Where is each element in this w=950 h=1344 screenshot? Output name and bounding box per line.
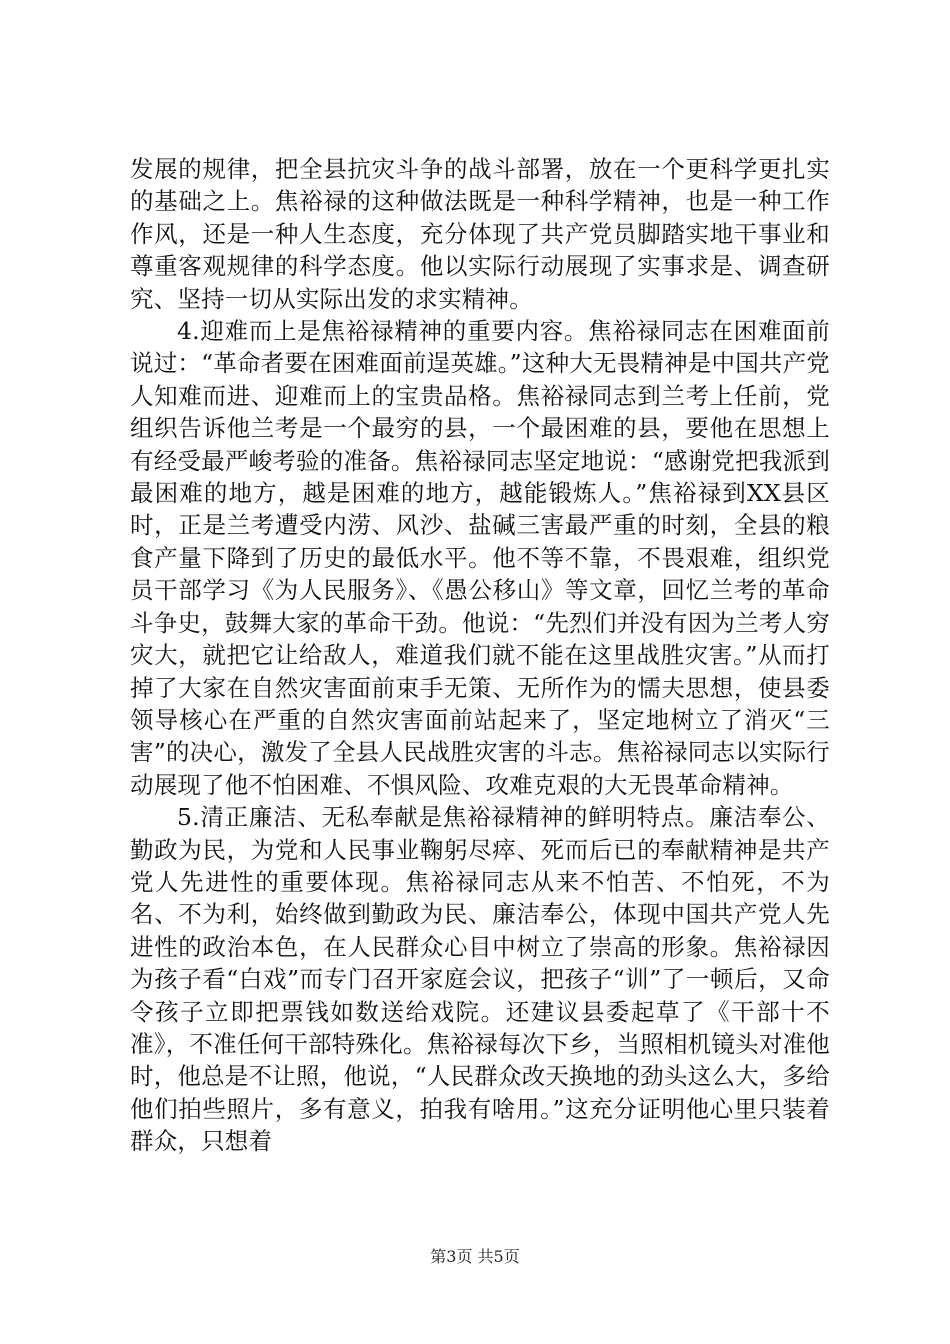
page-number-footer: 第3页 共5页 bbox=[430, 1247, 520, 1266]
paragraph-2: 4.迎难而上是焦裕禄精神的重要内容。焦裕禄同志在困难面前说过：“革命者要在困难面前逞英雄。”这种大无畏精神是中国共产党人知难而进、迎难而上的宝贵品格。焦裕禄同志到兰考上任前，党组织告诉他兰考是一个最穷的县，一个最困难的县，要他在思想上有经受最严峻考验的准备。焦裕禄同志坚定地说：“感谢党把我派到最困难的地方，越是困难的地方，越能锻炼人。”焦裕禄到XX县区时，正是兰考遭受内涝、风沙、盐碱三害最严重的时刻，全县的粮食产量下降到了历史的最低水平。他不等不靠，不畏艰难，组织党员干部学习《为人民服务》、《愚公移山》等文章，回忆兰考的革命斗争史，鼓舞大家的革命干劲。他说：“先烈们并没有因为兰考人穷灾大，就把它让给敌人，难道我们就不能在这里战胜灾害。”从而打掉了大家在自然灾害面前束手无策、无所作为的懦夫思想，使县委领导核心在严重的自然灾害面前站起来了，坚定地树立了消灭“三害”的决心，激发了全县人民战胜灾害的斗志。焦裕禄同志以实际行动展现了他不怕困难、不惧风险、攻难克艰的大无畏革命精神。 bbox=[130, 317, 830, 799]
paragraph-1: 发展的规律，把全县抗灾斗争的战斗部署，放在一个更科学更扎实的基础之上。焦裕禄的这种做法既是一种科学精神，也是一种工作作风，还是一种人生态度，充分体现了共产党员脚踏实地干事业和尊重客观规律的科学态度。他以实际行动展现了实事求是、调查研究、坚持一切从实际出发的求实精神。 bbox=[130, 155, 830, 313]
paragraph-3: 5.清正廉洁、无私奉献是焦裕禄精神的鲜明特点。廉洁奉公、勤政为民，为党和人民事业鞠躬尽瘁、死而后已的奉献精神是共产党人先进性的重要体现。焦裕禄同志从来不怕苦、不怕死，不为名、不为利，始终做到勤政为民、廉洁奉公，体现中国共产党人先进性的政治本色，在人民群众心目中树立了崇高的形象。焦裕禄因为孩子看“白戏”而专门召开家庭会议，把孩子“训”了一顿后，又命令孩子立即把票钱如数送给戏院。还建议县委起草了《干部十不准》，不准任何干部特殊化。焦裕禄每次下乡，当照相机镜头对准他时，他总是不让照，他说，“人民群众改天换地的劲头这么大，多给他们拍些照片，多有意义，拍我有啥用。”这充分证明他心里只装着群众，只想着 bbox=[130, 803, 830, 1156]
document-body bbox=[130, 153, 830, 1158]
